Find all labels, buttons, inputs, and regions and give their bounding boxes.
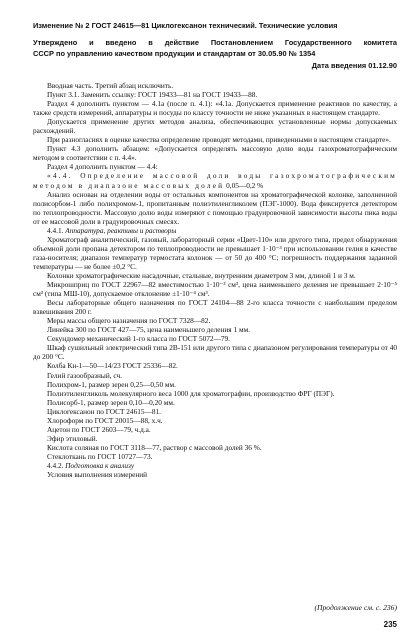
document-header bbox=[33, 20, 397, 71]
paragraph: Допускается применение других методов анализа, обеспечивающих установленные нормы допускаемых расхождений. bbox=[33, 117, 397, 136]
section-heading-4-4 bbox=[33, 171, 397, 189]
paragraph: Колба Кн-1—50—14/23 ГОСТ 25336—82. bbox=[47, 361, 178, 371]
paragraph: Линейка 300 по ГОСТ 427—75, цена наименьшего деления 1 мм. bbox=[47, 325, 251, 335]
paragraph: Шкаф сушильный электрический типа 2В-151 или другого типа с диапазоном регулирования температуры от 40 до 200 °С. bbox=[33, 343, 397, 362]
effective-date: Дата введения 01.12.90 bbox=[311, 61, 397, 70]
paragraph: Стеклоткань по ГОСТ 10727—73. bbox=[47, 451, 153, 461]
paragraph: При разногласиях в оценке качества определение проводят методами, приведенными в настоящем стандарте». bbox=[47, 135, 391, 145]
paragraph: Анализ основан на отделении воды от остальных компонентов на хроматографической колонке, заполненной полисорбом-1 либо полихромом-1, пропитанным полиэтиленгликолем (ПЭГ-1000). Вода фиксируется детектором по теплопроводности. Массовую долю воды измеряют с помощью градуировочной зависимости высоты пика воды от ее массовой доли в градуировочных смесях. bbox=[33, 189, 397, 226]
paragraph: Полисорб-1, размер зерен 0,10—0,20 мм. bbox=[47, 397, 175, 407]
subsection-heading-4-4-1 bbox=[33, 226, 397, 235]
paragraph: Меры массы общего назначения по ГОСТ 7328—82. bbox=[47, 316, 211, 326]
paragraph: Хроматограф аналитический, газовый, лабораторный серии «Цвет-110» или другого типа, предел обнаружения объемной доли пропана детектором по теплопроводности не превышает 1·10⁻³ при использовании гелия в качестве газа-носителя; диапазон температур термостата колонок — от 50 до 400 °С; погрешность поддержания заданной температуры — не более ±0,2 °С. bbox=[33, 234, 397, 271]
paragraph: Вводная часть. Третий абзац исключить. bbox=[47, 81, 174, 90]
paragraph: Раздел 4 дополнить пунктом — 4.4: bbox=[47, 162, 158, 172]
subsection-title: Аппаратура, реактивы и растворы bbox=[65, 225, 177, 235]
document-body bbox=[33, 81, 397, 479]
subsection-number: 4.4.1. bbox=[47, 225, 64, 235]
paragraph: Микрошприц по ГОСТ 22967—82 вместимостью 1·10⁻³ см³, цена наименьшего деления не превышает 2·10⁻⁵ см³ (типа МШ-10), допускаемое отклонение ±1·10⁻⁴ см³. bbox=[33, 280, 397, 299]
paragraph: Кислота соляная по ГОСТ 3118—77, раствор с массовой долей 36 %. bbox=[47, 442, 262, 452]
subsection-title: Подготовка к анализу bbox=[65, 460, 135, 470]
paragraph: Весы лабораторные общего назначения по ГОСТ 24104—88 2-го класса точности с наибольшим пределом взвешивания 200 г. bbox=[33, 298, 397, 317]
paragraph: Пункт 3.1. Заменить ссылку: ГОСТ 19433—81 на ГОСТ 19433—88. bbox=[47, 90, 258, 100]
paragraph: Эфир этиловый. bbox=[47, 433, 98, 443]
amendment-title: Изменение № 2 ГОСТ 24615—81 Циклогексанон технический. Технические условия bbox=[33, 21, 338, 30]
paragraph: Гелий газообразный, сч. bbox=[47, 370, 122, 380]
paragraph: Пункт 4.3 дополнить абзацем: «Допускается определять массовую долю воды газохроматографическим методом в соответствии с п. 4.4». bbox=[33, 144, 397, 163]
paragraph: Условия выполнения измерений bbox=[47, 470, 148, 480]
section-heading-range: 0,05—0,2 % bbox=[226, 180, 264, 190]
paragraph: Полихром-1, размер зерен 0,25—0,50 мм. bbox=[47, 379, 176, 389]
paragraph: Ацетон по ГОСТ 2603—79, ч.д.а. bbox=[47, 424, 151, 434]
paragraph: Хлороформ по ГОСТ 20015—88, х.ч. bbox=[47, 415, 163, 425]
subsection-heading-4-4-2 bbox=[33, 461, 397, 470]
subsection-number: 4.4.2. bbox=[47, 460, 64, 470]
continuation-note: (Продолжение см. с. 236) bbox=[314, 603, 397, 612]
paragraph: Колонки хроматографические насадочные, стальные, внутренним диаметром 3 мм, длиной 1 и 3 м. bbox=[47, 270, 356, 280]
paragraph: Полиэтиленгликоль молекулярного веса 1000 для хроматографии, производство ФРГ (ПЭГ). bbox=[47, 388, 335, 398]
approval-line-1: Утверждено и введено в действие Постановлением Государственного комитета bbox=[33, 38, 397, 47]
approval-line-2: СССР по управлению качеством продукции и стандартам от 30.05.90 № 1354 bbox=[33, 49, 316, 58]
paragraph: Секундомер механический 1-го класса по ГОСТ 5072—79. bbox=[47, 334, 230, 344]
paragraph: Циклогексанон по ГОСТ 24615—81. bbox=[47, 406, 161, 416]
section-heading-spaced: «4.4. Определение массовой доли воды газохроматографическим методом в диапазоне массовых долей bbox=[33, 171, 397, 190]
paragraph: Раздел 4 дополнить пунктом — 4.1а (после п. 4.1): «4.1а. Допускается применение реактивов по качеству, а также средств измерений, аппаратуры и посуды по классу точности не ниже указанных в настоящем стандарте. bbox=[33, 99, 397, 118]
page-number: 235 bbox=[383, 620, 397, 629]
